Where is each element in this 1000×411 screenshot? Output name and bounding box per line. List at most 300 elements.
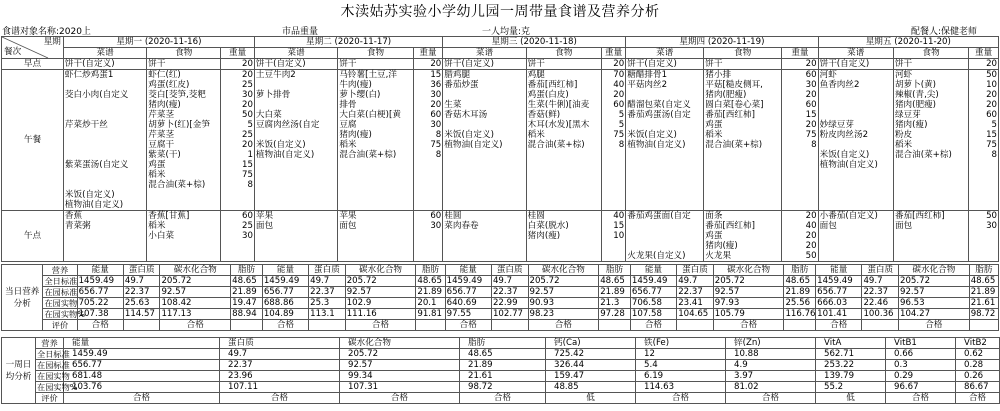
daily-value: 91.81 xyxy=(416,309,445,320)
daily-value: 48.65 xyxy=(231,276,263,287)
day-header: 星期三 (2020-11-18) xyxy=(443,37,626,48)
weekly-value: 0.3 xyxy=(886,360,956,371)
daily-header-cell: 碳水化合物 xyxy=(528,265,599,276)
daily-value: 合格 xyxy=(262,320,308,331)
dish-list-line xyxy=(627,231,702,241)
weight-list-line: 5 xyxy=(618,120,625,130)
dish-list-line xyxy=(444,160,524,170)
dish-list-line xyxy=(65,140,145,150)
daily-header-cell: 碳水化合物 xyxy=(899,265,970,276)
weekly-value: 合格 xyxy=(64,393,220,404)
dish-list-line xyxy=(256,200,336,210)
daily-value: 合格 xyxy=(445,320,491,331)
dish-list-line xyxy=(627,90,702,100)
daily-value: 21.89 xyxy=(231,287,263,298)
weight-list-line: 30 xyxy=(430,120,442,130)
weekly-analysis-table xyxy=(1,337,1000,404)
weekly-value: 86.67 xyxy=(956,382,1000,393)
dish-list-line xyxy=(444,180,524,190)
food-list-line: 稻米 xyxy=(705,130,723,140)
daily-value: 25.63 xyxy=(123,298,160,309)
daily-value: 97.28 xyxy=(599,309,631,320)
dish-list-line: 粉皮肉丝汤2 xyxy=(819,130,869,140)
weekly-value: 681.48 xyxy=(64,371,220,382)
food-list-line: 紫菜(干) xyxy=(148,150,181,160)
weekly-value: 合格 xyxy=(340,393,460,404)
food-list-line: 虾仁(红) xyxy=(148,70,181,80)
weight-list xyxy=(413,70,443,211)
food-list-line: 胡萝卜(黄) xyxy=(894,80,937,90)
daily-value: 合格 xyxy=(77,320,123,331)
daily-value: 92.57 xyxy=(345,287,416,298)
food-list-line: 番茄[西红柿] xyxy=(527,80,578,90)
weekly-value: 326.44 xyxy=(546,360,636,371)
weekly-row-label: 在园实物% xyxy=(37,382,78,392)
food-list-line: 混合油(菜+棕) xyxy=(705,140,763,150)
weight-list-line xyxy=(603,190,624,200)
dish-list xyxy=(63,211,146,262)
menu-table xyxy=(1,36,999,262)
weight-list-line: 25 xyxy=(241,80,253,90)
weekly-header-cell: VitA xyxy=(816,338,886,349)
daily-header-cell: 蛋白质 xyxy=(677,265,714,276)
daily-header-cell: 蛋白质 xyxy=(862,265,899,276)
dish-list-line: 腊鸡腿 xyxy=(444,70,471,80)
weekly-header-cell: VitB2 xyxy=(956,338,1000,349)
weight-list-line xyxy=(783,170,816,180)
weekly-value: 21.61 xyxy=(460,371,546,382)
daily-value: 96.53 xyxy=(899,298,970,309)
daily-header-cell: 脂肪 xyxy=(416,265,445,276)
food-list-line: 饼干 xyxy=(894,59,913,69)
dish-list-line: 桂圆 xyxy=(444,211,462,221)
weight-list-line: 60 xyxy=(241,211,253,221)
daily-value: 104.27 xyxy=(899,309,970,320)
daily-value: 107.58 xyxy=(630,309,676,320)
daily-value: 1459.49 xyxy=(77,276,123,287)
corner-bottom-label: 餐次 xyxy=(4,47,22,57)
food-list-line xyxy=(705,180,780,190)
dish-list-line xyxy=(65,130,145,140)
daily-value: 102.9 xyxy=(345,298,416,309)
daily-value: 21.61 xyxy=(969,298,998,309)
dish-list-line xyxy=(627,180,702,190)
weight-list-line: 20 xyxy=(613,59,625,69)
weight-list-line xyxy=(603,160,624,170)
daily-value: 97.93 xyxy=(713,298,784,309)
weight-list-line: 50 xyxy=(986,211,997,221)
weight-list-line: 15 xyxy=(613,221,625,231)
dish-list-line xyxy=(627,170,702,180)
daily-value xyxy=(491,320,528,331)
weekly-value: 48.85 xyxy=(546,382,636,393)
weight-list-line xyxy=(970,180,997,190)
weight-list-line: 8 xyxy=(811,140,817,150)
daily-value xyxy=(416,320,445,331)
food-list-line: 猪肉(瘦) xyxy=(894,120,928,130)
weekly-value: 合格 xyxy=(636,393,726,404)
food-list xyxy=(704,59,782,70)
food-list-line: 豆腐 xyxy=(339,120,357,130)
weight-list-line: 30 xyxy=(986,221,997,231)
food-list-line xyxy=(528,200,600,210)
weekly-value: 6.19 xyxy=(636,371,726,382)
food-list-line: 鸡腿 xyxy=(527,70,545,80)
daily-value: 49.7 xyxy=(862,276,899,287)
daily-value: 48.65 xyxy=(599,276,631,287)
dish-list-line: 紫菜蛋汤(自定义 xyxy=(64,160,129,170)
daily-value: 1459.49 xyxy=(816,276,862,287)
weekly-header-cell: 能量 xyxy=(64,338,220,349)
weight-list-line: 60 xyxy=(805,70,817,80)
weight-list-line: 20 xyxy=(430,59,442,69)
food-list-line: 胡萝卜(红)[金笋 xyxy=(148,120,210,130)
dish-list-line: 生菜 xyxy=(444,100,462,110)
food-list xyxy=(526,59,601,70)
food-list-line xyxy=(148,200,219,210)
weight-list-line: 15 xyxy=(805,110,817,120)
dish-list-line: 大白菜 xyxy=(255,110,282,120)
weekly-value: 低 xyxy=(546,393,636,404)
daily-value: 108.42 xyxy=(160,298,231,309)
food-list-line: 木耳(水发)[黑木 xyxy=(527,120,590,130)
dish-list xyxy=(443,70,526,211)
weekly-row-label: 评价 xyxy=(36,393,64,404)
weight-list-line xyxy=(603,150,624,160)
daily-value: 656.77 xyxy=(630,287,676,298)
col-header-dish: 菜谱 xyxy=(254,48,337,59)
daily-header-cell: 脂肪 xyxy=(599,265,631,276)
col-header-food: 食物 xyxy=(526,48,601,59)
weight-list-line: 8 xyxy=(247,180,253,190)
food-list-line xyxy=(895,180,967,190)
food-list xyxy=(526,70,601,211)
weekly-value: 159.47 xyxy=(546,371,636,382)
weight-list xyxy=(602,211,626,262)
weight-list-line: 20 xyxy=(613,90,625,100)
weight-list-line: 20 xyxy=(805,211,817,221)
weekly-value: 725.42 xyxy=(546,349,636,360)
dish-list-line xyxy=(256,180,336,190)
daily-value: 合格 xyxy=(899,320,970,331)
daily-value: 49.7 xyxy=(677,276,714,287)
food-list-line: 豆腐干 xyxy=(148,140,175,150)
weight-list-line: 10 xyxy=(613,231,625,241)
page-title: 木渎姑苏实验小学幼儿园一周带量食谱及营养分析 xyxy=(340,4,660,20)
dish-list-line xyxy=(627,160,702,170)
weekly-value: 99.34 xyxy=(340,371,460,382)
food-list-line: 猪肉(瘦) xyxy=(527,231,561,241)
food-list-line xyxy=(339,231,411,241)
dish-list-line: 妙绿豆芽 xyxy=(819,120,854,130)
weight-list-line: 8 xyxy=(435,150,442,160)
weight-list-line xyxy=(603,180,624,190)
weekly-header-cell: VitB1 xyxy=(886,338,956,349)
col-header-food: 食物 xyxy=(338,48,413,59)
dish-list-line: 饼干(自定义) xyxy=(444,59,494,69)
weekly-value: 合格 xyxy=(726,393,816,404)
daily-value: 104.89 xyxy=(262,309,308,320)
food-list-line xyxy=(148,190,219,200)
dish-list-line xyxy=(820,110,892,120)
weight-list xyxy=(782,211,818,262)
food-list-line: 鸡蛋 xyxy=(705,120,723,130)
food-list-line: 饼干 xyxy=(705,59,723,69)
daily-row-label: 全日标准 xyxy=(44,276,78,286)
daily-value xyxy=(784,320,816,331)
daily-value: 22.37 xyxy=(491,287,528,298)
daily-value: 19.47 xyxy=(231,298,263,309)
weight-list-line: 30 xyxy=(241,90,253,100)
weight-list-line: 75 xyxy=(613,130,625,140)
col-header-dish: 菜谱 xyxy=(818,48,893,59)
daily-value: 105.79 xyxy=(713,309,784,320)
weekly-value: 0.66 xyxy=(886,349,956,360)
daily-value xyxy=(969,320,998,331)
weight-list-line xyxy=(603,241,624,251)
daily-value: 92.57 xyxy=(160,287,231,298)
weekly-value: 4.9 xyxy=(726,360,816,371)
meal-label-lunch: 午餐 xyxy=(2,70,64,211)
weight-list-line xyxy=(783,160,816,170)
food-list-line: 生菜(牛俐)[油麦 xyxy=(527,100,590,110)
daily-value: 107.38 xyxy=(77,309,123,320)
col-header-dish: 菜谱 xyxy=(443,48,526,59)
daily-value: 21.3 xyxy=(599,298,631,309)
dish-list-line: 醋溜包菜(自定义 xyxy=(627,100,691,110)
food-list xyxy=(704,211,782,262)
dish-list-line: 植物油(自定义) xyxy=(64,200,124,210)
dish-list-line xyxy=(65,180,145,190)
weight-list xyxy=(602,59,626,70)
dish-list-line: 茭白小肉(自定义 xyxy=(64,90,129,100)
food-list-line xyxy=(895,190,967,200)
weight-list-line xyxy=(415,190,442,200)
weight-list-line: 8 xyxy=(618,140,625,150)
weight-list-line xyxy=(970,231,997,241)
food-list-line: 面包 xyxy=(894,221,913,231)
dish-list-line xyxy=(65,110,145,120)
daily-value xyxy=(231,320,263,331)
weekly-value: 562.71 xyxy=(816,349,886,360)
weekly-value: 205.72 xyxy=(340,349,460,360)
weekly-value: 0.29 xyxy=(886,371,956,382)
food-list-line: 混合油(菜+棕) xyxy=(148,180,206,190)
weight-list-line: 25 xyxy=(241,221,253,231)
dish-list-line: 芹菜炒干丝 xyxy=(64,120,108,130)
weekly-value: 656.77 xyxy=(64,360,220,371)
food-list-line xyxy=(705,160,780,170)
weight-list-line xyxy=(603,200,624,210)
col-header-food: 食物 xyxy=(704,48,782,59)
dish-list-line xyxy=(444,150,524,160)
daily-value: 705.22 xyxy=(77,298,123,309)
food-list-line: 香菇(鲜) xyxy=(527,110,561,120)
weekly-value: 0.28 xyxy=(956,360,1000,371)
weekly-header-cell: 锌(Zn) xyxy=(726,338,816,349)
dish-list-line xyxy=(627,190,702,200)
dish-list-line: 香菇木耳汤 xyxy=(444,110,488,120)
daily-value: 25.3 xyxy=(309,298,346,309)
day-header: 星期五 (2020-11-20) xyxy=(818,37,998,48)
dish-list xyxy=(818,70,893,211)
daily-header-cell: 能量 xyxy=(77,265,123,276)
weekly-row-label: 营养 xyxy=(36,338,64,349)
food-list-line: 萝卜缨(白) xyxy=(339,90,381,100)
food-list-line: 排骨 xyxy=(339,100,357,110)
dish-list-line: 面包 xyxy=(819,221,837,231)
per-person-label: 一人均量:克 xyxy=(482,27,531,37)
col-header-weight: 重量 xyxy=(782,48,818,59)
food-list-line xyxy=(705,190,780,200)
daily-value: 合格 xyxy=(816,320,862,331)
weight-list-line: 75 xyxy=(430,140,442,150)
weight-list-line: 25 xyxy=(241,130,253,140)
food-list xyxy=(147,211,221,262)
food-list xyxy=(893,70,968,211)
food-list xyxy=(147,70,221,211)
dish-list-line: 番茄鸡蛋面(自定 xyxy=(627,211,691,221)
weight-list-line: 20 xyxy=(241,140,253,150)
weight-list-line: 50 xyxy=(986,70,997,80)
food-list xyxy=(893,59,968,70)
dish-list-line: 小番茄(自定义) xyxy=(819,211,878,221)
dish-list-line: 鱼香肉丝2 xyxy=(819,80,860,90)
weight-list xyxy=(969,59,999,70)
weight-list xyxy=(969,211,999,262)
weight-list-line: 20 xyxy=(986,90,997,100)
dish-list-line: 饼干(自定义) xyxy=(819,59,870,69)
daily-value: 21.89 xyxy=(784,287,816,298)
dish-list-line: 香蕉 xyxy=(64,211,83,221)
food-list-line: 白菜(脱水) xyxy=(527,221,569,231)
weekly-row-label: 全日标准 xyxy=(37,349,70,359)
weekly-value: 合格 xyxy=(886,393,956,404)
daily-value xyxy=(677,320,714,331)
weight-list-line xyxy=(415,200,442,210)
weight-list-line: 10 xyxy=(986,80,997,90)
dish-list-line: 火龙果(自定义) xyxy=(627,251,686,261)
weight-list-line xyxy=(415,180,442,190)
weight-list-line: 70 xyxy=(613,70,625,80)
daily-value: 合格 xyxy=(160,320,231,331)
food-list-line: 饼干 xyxy=(527,59,545,69)
dish-list-line xyxy=(256,80,336,90)
food-list xyxy=(526,211,601,262)
food-list-line: 稻米 xyxy=(148,221,166,231)
daily-row-label: 在园标准 xyxy=(44,287,78,297)
weekly-value: 0.26 xyxy=(956,371,1000,382)
weight-list-line: 40 xyxy=(805,221,817,231)
weight-list-line: 20 xyxy=(805,231,817,241)
dish-list xyxy=(63,59,146,70)
dish-list-line: 豆腐肉丝汤(自定 xyxy=(255,120,320,130)
daily-value: 22.99 xyxy=(491,298,528,309)
dish-list-line xyxy=(444,200,524,210)
dish-list xyxy=(254,70,337,211)
food-list-line: 番茄[西红柿] xyxy=(705,110,755,120)
dish-list-line xyxy=(820,200,892,210)
food-list-line: 稻米 xyxy=(894,140,913,150)
food-list-line: 猪肉(瘦) xyxy=(339,130,372,140)
daily-header-cell: 蛋白质 xyxy=(309,265,346,276)
weekly-value: 23.96 xyxy=(220,371,340,382)
dish-list-line xyxy=(65,100,145,110)
daily-value: 22.37 xyxy=(123,287,160,298)
weight-list-line: 20 xyxy=(805,241,817,251)
daily-value: 706.58 xyxy=(630,298,676,309)
daily-header-cell: 脂肪 xyxy=(784,265,816,276)
dish-list xyxy=(443,59,526,70)
food-list-line: 河虾 xyxy=(894,70,913,80)
weekly-value: 107.31 xyxy=(340,382,460,393)
weekly-value: 107.11 xyxy=(220,382,340,393)
dish-list-line: 土豆牛肉2 xyxy=(255,70,296,80)
weight-list-line: 20 xyxy=(986,100,997,110)
food-list-line xyxy=(705,150,780,160)
weight-list-line: 50 xyxy=(805,251,817,261)
weekly-value: 0.62 xyxy=(956,349,1000,360)
weight-list xyxy=(782,59,818,70)
food-list-line: 小白菜 xyxy=(148,231,175,241)
weekly-row-label: 在园实物 xyxy=(37,371,70,381)
weight-list-line xyxy=(222,200,253,210)
daily-header-cell: 能量 xyxy=(630,265,676,276)
daily-value: 666.03 xyxy=(816,298,862,309)
dish-list-line xyxy=(627,120,702,130)
food-list-line: 芹菜茎 xyxy=(148,130,175,140)
dish-list-line xyxy=(627,241,702,251)
dish-list-line: 菜肉春卷 xyxy=(444,221,479,231)
food-list-line: 饼干 xyxy=(339,59,357,69)
weight-list-line: 20 xyxy=(805,120,817,130)
weight-list-line: 75 xyxy=(986,140,997,150)
food-list-line: 鸡蛋(白皮) xyxy=(527,90,569,100)
daily-value: 92.57 xyxy=(713,287,784,298)
daily-value: 656.77 xyxy=(77,287,123,298)
daily-row-label: 在园实物% xyxy=(44,309,85,319)
food-list-line: 芹菜茎 xyxy=(148,110,175,120)
food-list-line xyxy=(528,170,600,180)
weight-list-line: 20 xyxy=(805,90,817,100)
food-list-line: 稻米 xyxy=(148,170,166,180)
daily-section-label: 当日营养分析 xyxy=(2,265,43,331)
daily-header-cell: 碳水化合物 xyxy=(345,265,416,276)
dish-list-line: 饼干(自定义) xyxy=(64,59,115,69)
weight-list-line: 30 xyxy=(430,221,442,231)
dish-list-line xyxy=(820,170,892,180)
food-list-line: 稻米 xyxy=(527,130,545,140)
food-list-line: 桂圆 xyxy=(527,211,545,221)
food-list-line: 猪肉(肥瘦) xyxy=(894,100,937,110)
weekly-value: 低 xyxy=(816,393,886,404)
dish-list-line: 番茄炒蛋 xyxy=(444,80,479,90)
dish-list-line xyxy=(444,120,524,130)
food-list xyxy=(147,59,221,70)
daily-value: 92.57 xyxy=(899,287,970,298)
food-list-line: 面条 xyxy=(705,211,723,221)
food-list xyxy=(704,70,782,211)
daily-header-cell: 能量 xyxy=(445,265,491,276)
weight-list-line xyxy=(415,170,442,180)
weight-list-line: 20 xyxy=(241,59,253,69)
food-list-line: 平菇[糙皮侧耳, xyxy=(705,80,763,90)
dish-list-line: 糖醋排骨1 xyxy=(627,70,668,80)
food-list-line xyxy=(528,190,600,200)
weight-list-line xyxy=(415,160,442,170)
weight-list-line: 40 xyxy=(613,80,625,90)
food-list-line: 马铃薯[土豆,洋 xyxy=(339,70,397,80)
